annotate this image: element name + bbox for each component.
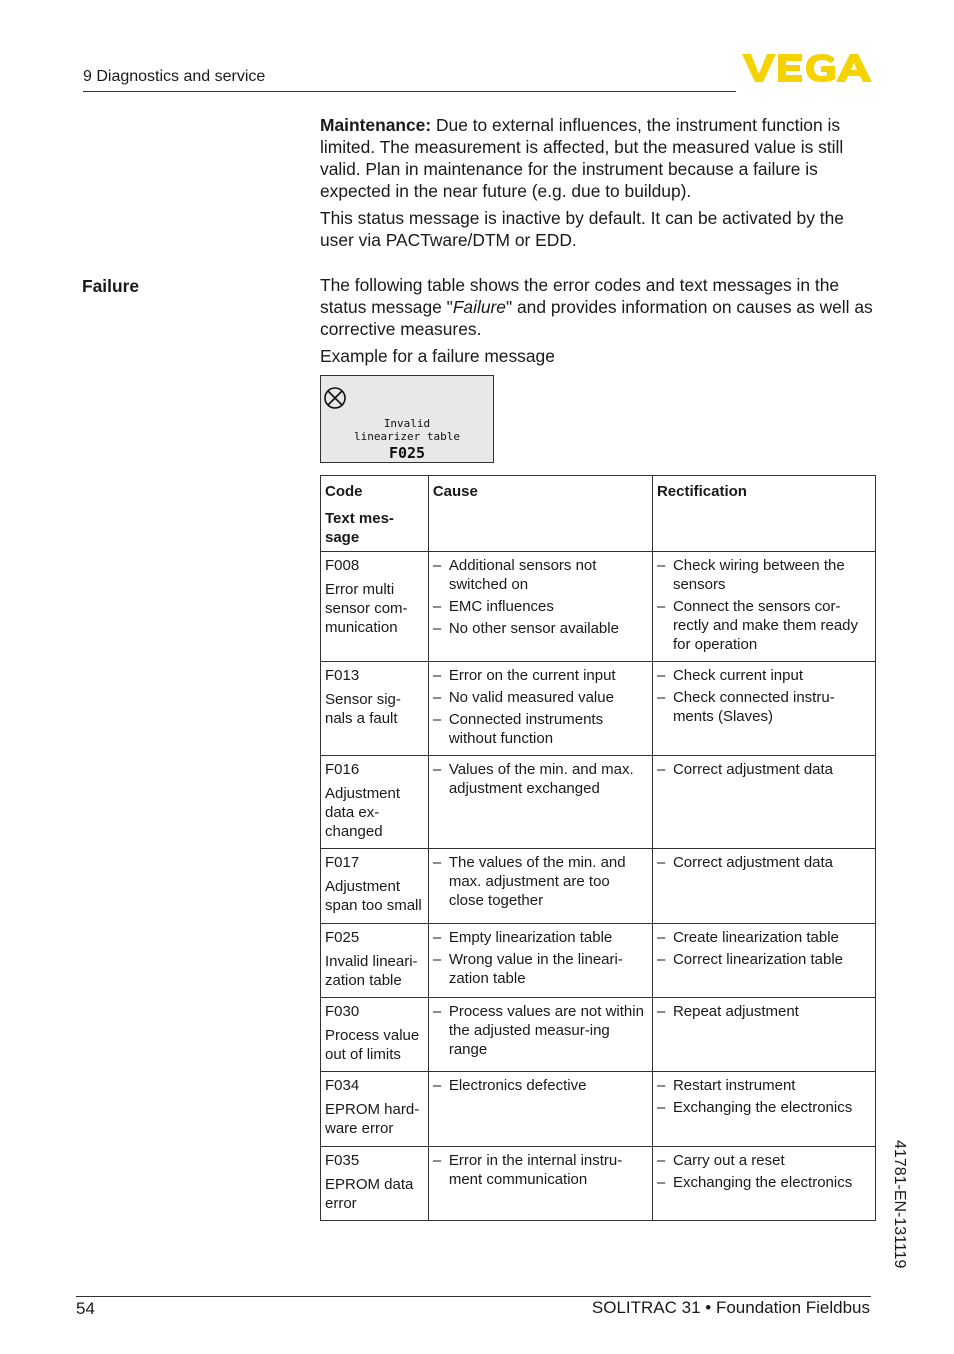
rectification-item: – Check connected instru-ments (Slaves)	[657, 688, 871, 726]
cause-list	[433, 556, 648, 638]
rectification-cell	[652, 924, 875, 998]
code-cell	[321, 662, 429, 756]
cause-cell	[428, 1147, 652, 1221]
header-code	[321, 476, 429, 552]
cause-item: – Process values are not within the adjusted measur-ing range	[433, 1002, 648, 1059]
rectification-list	[657, 853, 871, 872]
maintenance-paragraph	[320, 114, 876, 202]
rectification-item: – Repeat adjustment	[657, 1002, 871, 1021]
rectification-item: – Restart instrument	[657, 1076, 871, 1095]
cause-item: – Electronics defective	[433, 1076, 648, 1095]
cause-cell	[428, 998, 652, 1072]
cause-item: – Connected instruments without function	[433, 710, 648, 748]
error-code: F030	[325, 1003, 360, 1020]
table-row	[321, 662, 876, 756]
rectification-cell	[652, 849, 875, 924]
display-line2: linearizer table	[354, 430, 460, 443]
failure-intro	[320, 274, 876, 340]
error-code: F008	[325, 557, 360, 574]
document-id-text: 41781-EN-131119	[891, 1140, 908, 1269]
code-cell	[321, 998, 429, 1072]
code-cell	[321, 1072, 429, 1147]
error-text-message: Error multi sensor com-munication	[325, 581, 408, 636]
failure-intro-italic: Failure	[452, 297, 506, 317]
header-rectification: Rectification	[652, 476, 875, 552]
header-code-label: Code	[325, 483, 363, 500]
rectification-list	[657, 1076, 871, 1117]
code-cell	[321, 756, 429, 849]
rectification-item: – Check current input	[657, 666, 871, 685]
failure-intro-after: " and provides information on causes as well as corrective measures.	[320, 297, 873, 339]
header-rule	[83, 91, 736, 92]
error-text-message: EPROM hard-ware error	[325, 1101, 420, 1137]
cause-item: – Values of the min. and max. adjustment exchanged	[433, 760, 648, 798]
table-header-row	[321, 476, 876, 552]
rectification-cell	[652, 756, 875, 849]
rectification-cell	[652, 998, 875, 1072]
cause-list	[433, 853, 648, 910]
error-code: F017	[325, 854, 360, 871]
header-text-message: Text mes-sage	[325, 510, 394, 546]
error-text-message: Sensor sig-nals a fault	[325, 691, 401, 727]
error-code: F025	[325, 929, 360, 946]
rectification-item: – Exchanging the electronics	[657, 1173, 871, 1192]
error-code: F035	[325, 1152, 360, 1169]
rectification-list	[657, 666, 871, 726]
code-cell	[321, 924, 429, 998]
cause-list	[433, 1002, 648, 1059]
document-id	[886, 1140, 908, 1290]
table-row	[321, 998, 876, 1072]
rectification-list	[657, 928, 871, 969]
maintenance-text: Due to external influences, the instrument function is limited. The measurement is affected, but the measured value is still valid. Plan in maintenance for the instrument because a failure is expected in the near future (e.g. due to buildup).	[320, 115, 844, 201]
cause-list	[433, 1151, 648, 1189]
rectification-cell	[652, 662, 875, 756]
rectification-cell	[652, 1147, 875, 1221]
cause-item: – EMC influences	[433, 597, 648, 616]
error-text-message: EPROM data error	[325, 1176, 414, 1212]
rectification-cell	[652, 552, 875, 662]
header-cause: Cause	[428, 476, 652, 552]
cause-item: – Error in the internal instru-ment communication	[433, 1151, 648, 1189]
cause-item: – Additional sensors not switched on	[433, 556, 648, 594]
cause-cell	[428, 552, 652, 662]
cause-cell	[428, 662, 652, 756]
error-code: F016	[325, 761, 360, 778]
cause-list	[433, 760, 648, 798]
failure-display	[320, 375, 494, 463]
page-number: 54	[76, 1299, 95, 1318]
cause-cell	[428, 849, 652, 924]
rectification-item: – Check wiring between the sensors	[657, 556, 871, 594]
table-row	[321, 756, 876, 849]
error-code: F013	[325, 667, 360, 684]
footer-rule	[76, 1296, 871, 1297]
table-row	[321, 924, 876, 998]
error-text-message: Invalid lineari-zation table	[325, 953, 418, 989]
cause-item: – No valid measured value	[433, 688, 648, 707]
rectification-item: – Carry out a reset	[657, 1151, 871, 1170]
rectification-item: – Correct adjustment data	[657, 853, 871, 872]
cause-item: – Error on the current input	[433, 666, 648, 685]
error-text-message: Process value out of limits	[325, 1027, 420, 1063]
display-line1: Invalid	[383, 417, 431, 430]
code-cell	[321, 552, 429, 662]
error-code: F034	[325, 1077, 360, 1094]
table-row	[321, 1072, 876, 1147]
cause-item: – Wrong value in the lineari-zation table	[433, 950, 648, 988]
cause-cell	[428, 924, 652, 998]
cause-list	[433, 928, 648, 988]
cause-cell	[428, 756, 652, 849]
cause-cell	[428, 1072, 652, 1147]
failure-heading: Failure	[82, 276, 140, 296]
error-text-message: Adjustment data ex-changed	[325, 785, 401, 840]
rectification-item: – Correct adjustment data	[657, 760, 871, 779]
rectification-item: – Correct linearization table	[657, 950, 871, 969]
code-cell	[321, 849, 429, 924]
vega-logo-mark	[742, 52, 872, 84]
rectification-list	[657, 556, 871, 654]
rectification-item: – Exchanging the electronics	[657, 1098, 871, 1117]
rectification-item: – Create linearization table	[657, 928, 871, 947]
rectification-list	[657, 760, 871, 779]
rectification-list	[657, 1002, 871, 1021]
maintenance-label: Maintenance:	[320, 115, 432, 135]
cause-item: – The values of the min. and max. adjustment are too close together	[433, 853, 648, 910]
rectification-list	[657, 1151, 871, 1192]
display-code: F025	[388, 444, 426, 462]
failure-intro-before: The following table shows the error codes and text messages in the status message "	[320, 275, 840, 317]
maintenance-note: This status message is inactive by default. It can be activated by the user via PACTware/DTM or EDD.	[320, 208, 844, 250]
cause-list	[433, 1076, 648, 1095]
example-label: Example for a failure message	[320, 346, 555, 366]
cause-item: – No other sensor available	[433, 619, 648, 638]
section-header: 9 Diagnostics and service	[83, 68, 266, 85]
vega-logo	[742, 52, 872, 84]
footer-product: SOLITRAC 31 • Foundation Fieldbus	[591, 1298, 870, 1317]
error-text-message: Adjustment span too small	[325, 878, 422, 914]
cause-item: – Empty linearization table	[433, 928, 648, 947]
table-row	[321, 849, 876, 924]
code-cell	[321, 1147, 429, 1221]
table-body	[321, 552, 876, 1221]
table-row	[321, 1147, 876, 1221]
rectification-cell	[652, 1072, 875, 1147]
failure-circle-x-icon	[323, 386, 347, 410]
rectification-item: – Connect the sensors cor-rectly and make them ready for operation	[657, 597, 871, 654]
table-row	[321, 552, 876, 662]
error-code-table	[320, 475, 876, 1221]
cause-list	[433, 666, 648, 748]
